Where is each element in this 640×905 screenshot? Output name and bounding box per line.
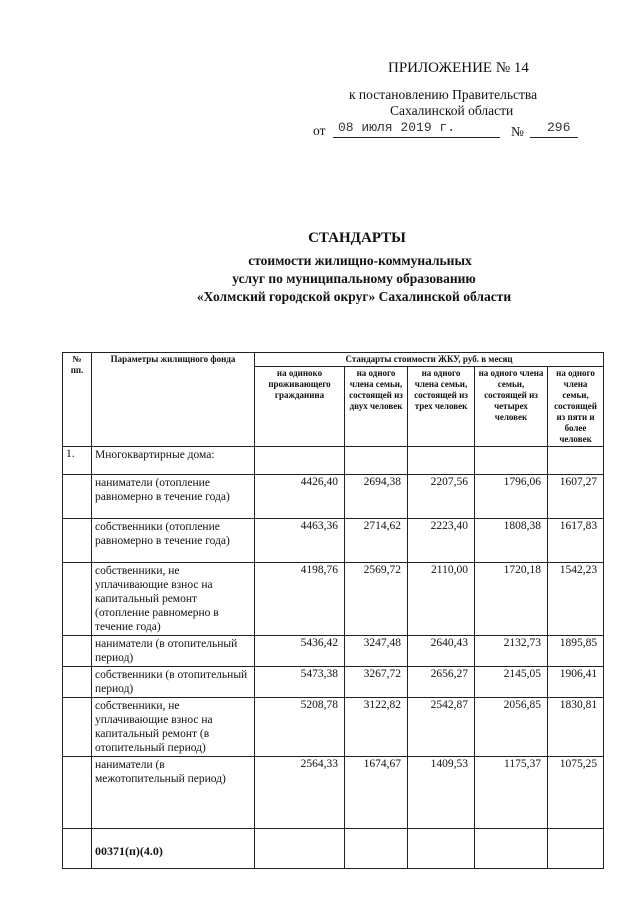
row-number-cell bbox=[63, 757, 92, 829]
row-label: наниматели (в отопительный период) bbox=[92, 636, 255, 667]
value-cell: 1895,85 bbox=[548, 636, 604, 667]
subtitle-line-1: стоимости жилищно-коммунальных bbox=[248, 253, 472, 268]
value-cell: 4198,76 bbox=[255, 563, 345, 636]
value-cell: 1542,23 bbox=[548, 563, 604, 636]
row-number-cell bbox=[63, 667, 92, 698]
number-sign: № bbox=[511, 124, 524, 139]
value-cell: 5208,78 bbox=[255, 698, 345, 757]
col-header-four: на одного члена семьи, состоящей из четырех человек bbox=[475, 367, 548, 447]
value-cell: 2145,05 bbox=[475, 667, 548, 698]
value-cell: 2542,87 bbox=[408, 698, 475, 757]
col-header-single: на одиноко проживающего гражданина bbox=[255, 367, 345, 447]
subtitle-line-2: услуг по муниципальному образованию bbox=[232, 271, 476, 286]
value-cell: 3247,48 bbox=[345, 636, 408, 667]
date-underline bbox=[333, 137, 500, 138]
value-cell: 1674,67 bbox=[345, 757, 408, 829]
table-row bbox=[63, 475, 604, 519]
appendix-label: ПРИЛОЖЕНИЕ № 14 bbox=[388, 60, 529, 76]
standards-table bbox=[62, 352, 604, 869]
col-header-number: № пп. bbox=[63, 353, 92, 447]
row-number-cell bbox=[63, 519, 92, 563]
section-number: 1. bbox=[63, 447, 92, 475]
resolution-date: 08 июля 2019 г. bbox=[338, 120, 456, 135]
row-label: наниматели (в межотопительный период) bbox=[92, 757, 255, 829]
document-code: 00371(п)(4.0) bbox=[95, 844, 163, 858]
value-cell: 2207,56 bbox=[408, 475, 475, 519]
value-cell: 2056,85 bbox=[475, 698, 548, 757]
value-cell: 2694,38 bbox=[345, 475, 408, 519]
row-number-cell bbox=[63, 563, 92, 636]
col-header-params: Параметры жилищного фонда bbox=[92, 353, 255, 447]
value-cell: 2569,72 bbox=[345, 563, 408, 636]
value-cell: 1720,18 bbox=[475, 563, 548, 636]
table-row bbox=[63, 563, 604, 636]
value-cell: 1796,06 bbox=[475, 475, 548, 519]
value-cell: 1906,41 bbox=[548, 667, 604, 698]
value-cell: 2110,00 bbox=[408, 563, 475, 636]
from-prefix: от bbox=[313, 123, 326, 138]
resolution-number: 296 bbox=[547, 120, 571, 135]
value-cell: 1808,38 bbox=[475, 519, 548, 563]
table-row bbox=[63, 698, 604, 757]
value-cell: 4426,40 bbox=[255, 475, 345, 519]
value-cell: 2132,73 bbox=[475, 636, 548, 667]
value-cell: 1409,53 bbox=[408, 757, 475, 829]
row-label: собственники (отопление равномерно в течение года) bbox=[92, 519, 255, 563]
row-label: собственники, не уплачивающие взнос на капитальный ремонт (в отопительный период) bbox=[92, 698, 255, 757]
section-label: Многоквартирные дома: bbox=[92, 447, 255, 475]
value-cell: 2656,27 bbox=[408, 667, 475, 698]
resolution-line: к постановлению Правительства bbox=[349, 87, 538, 102]
col-header-group: Стандарты стоимости ЖКУ, руб. в месяц bbox=[255, 353, 604, 367]
value-cell: 4463,36 bbox=[255, 519, 345, 563]
value-cell: 1075,25 bbox=[548, 757, 604, 829]
number-underline bbox=[530, 137, 578, 138]
value-cell: 5436,42 bbox=[255, 636, 345, 667]
table-row bbox=[63, 757, 604, 829]
value-cell: 1175,37 bbox=[475, 757, 548, 829]
col-header-five: на одного члена семьи, состоящей из пяти и более человек bbox=[548, 367, 604, 447]
row-number-cell bbox=[63, 698, 92, 757]
value-cell: 1617,83 bbox=[548, 519, 604, 563]
table-row bbox=[63, 519, 604, 563]
value-cell: 1830,81 bbox=[548, 698, 604, 757]
value-cell: 2223,40 bbox=[408, 519, 475, 563]
value-cell: 2564,33 bbox=[255, 757, 345, 829]
row-label: собственники, не уплачивающие взнос на капитальный ремонт (отопление равномерно в течение года) bbox=[92, 563, 255, 636]
row-label: собственники (в отопительный период) bbox=[92, 667, 255, 698]
row-number-cell bbox=[63, 636, 92, 667]
value-cell: 3267,72 bbox=[345, 667, 408, 698]
table-row bbox=[63, 636, 604, 667]
region-line: Сахалинской области bbox=[390, 103, 514, 118]
value-cell: 2640,43 bbox=[408, 636, 475, 667]
value-cell: 2714,62 bbox=[345, 519, 408, 563]
table-row bbox=[63, 667, 604, 698]
value-cell: 1607,27 bbox=[548, 475, 604, 519]
subtitle-line-3: «Холмский городской округ» Сахалинской области bbox=[196, 289, 512, 304]
section-row bbox=[63, 447, 604, 475]
page-title: СТАНДАРТЫ bbox=[308, 230, 406, 246]
value-cell: 3122,82 bbox=[345, 698, 408, 757]
row-number-cell bbox=[63, 475, 92, 519]
col-header-two: на одного члена семьи, состоящей из двух человек bbox=[345, 367, 408, 447]
value-cell: 5473,38 bbox=[255, 667, 345, 698]
col-header-three: на одного члена семьи, состоящей из трех человек bbox=[408, 367, 475, 447]
row-label: наниматели (отопление равномерно в течение года) bbox=[92, 475, 255, 519]
